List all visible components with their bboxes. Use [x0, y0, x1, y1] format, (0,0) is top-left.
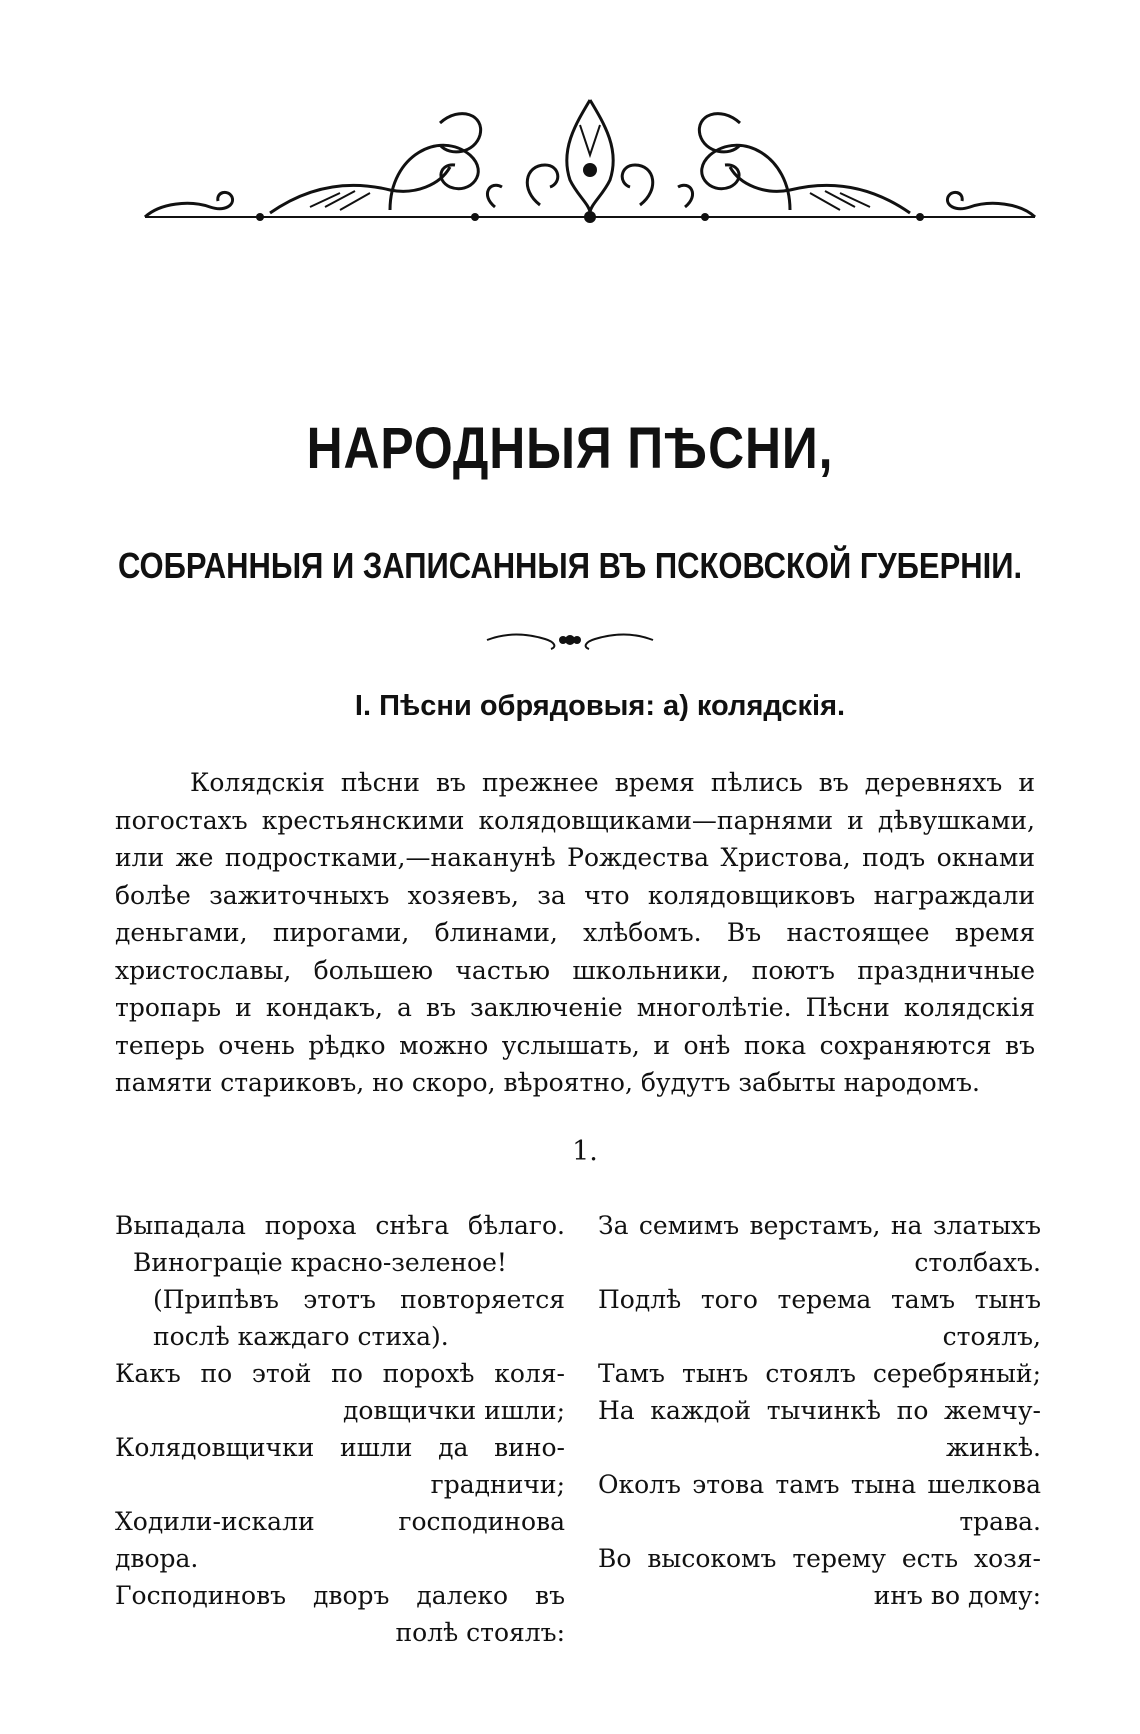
song-number: 1.	[572, 1136, 598, 1167]
verse-line: (Припѣвъ этотъ повторяется	[153, 1285, 565, 1314]
page-title: НАРОДНЫЯ ПѢСНИ,	[306, 416, 834, 481]
verse-line: Тамъ тынъ стоялъ серебряный;	[598, 1359, 1041, 1388]
verse-column-left	[115, 1207, 565, 1651]
verse-line: За семимъ верстамъ, на златыхъ столбахъ.	[598, 1211, 1041, 1277]
ornamental-headpiece	[140, 95, 1040, 295]
verse-line: Какъ по этой по порохѣ коля- довщички ишли;	[115, 1359, 565, 1425]
intro-paragraph: Колядскія пѣсни въ прежнее время пѣлись въ деревняхъ и погостахъ крестьянскими колядовщиками—парнями и дѣвушками, или же подростками,—наканунѣ Рождества Христова, подъ окнами болѣе зажиточныхъ хозяевъ, за что колядовщиковъ награждали деньгами, пирогами, блинами, хлѣбомъ. Въ настоящее время христославы, большею частью школьники, поютъ праздничные тропарь и кондакъ, а въ заключеніе многолѣтіе. Пѣсни колядскія теперь очень рѣдко можно услышать, и онѣ пока сохраняются въ памяти стариковъ, но скоро, вѣроятно, будутъ забыты народомъ.	[115, 768, 1035, 1097]
verse-line: Ходили-искали господинова двора.	[115, 1507, 565, 1573]
section-heading: I. Пѣсни обрядовыя: а) колядскія.	[354, 690, 846, 722]
small-divider-ornament	[485, 625, 655, 655]
page-subtitle: СОБРАННЫЯ И ЗАПИСАННЫЯ ВЪ ПСКОВСКОЙ ГУБЕРНІИ.	[117, 545, 1023, 586]
verse-line: Винограціе красно-зеленое!	[133, 1248, 507, 1277]
verse-line: На каждой тычинкѣ по жемчу- жинкѣ.	[598, 1396, 1041, 1462]
verse-line: Господиновъ дворъ далеко въ полѣ стоялъ:	[115, 1581, 565, 1647]
verse-line: Колядовщички ишли да вино- градничи;	[115, 1433, 565, 1499]
verse-line: послѣ каждаго стиха).	[153, 1322, 449, 1351]
verse-line: Подлѣ того терема тамъ тынъ стоялъ,	[598, 1285, 1041, 1351]
verse-line: Во высокомъ терему есть хозя- инъ во дому:	[598, 1544, 1041, 1610]
verse-line: Околъ этова тамъ тына шелкова трава.	[598, 1470, 1041, 1536]
verse-column-right	[598, 1207, 1041, 1614]
verse-line: Выпадала пороха снѣга бѣлаго.	[115, 1211, 565, 1240]
